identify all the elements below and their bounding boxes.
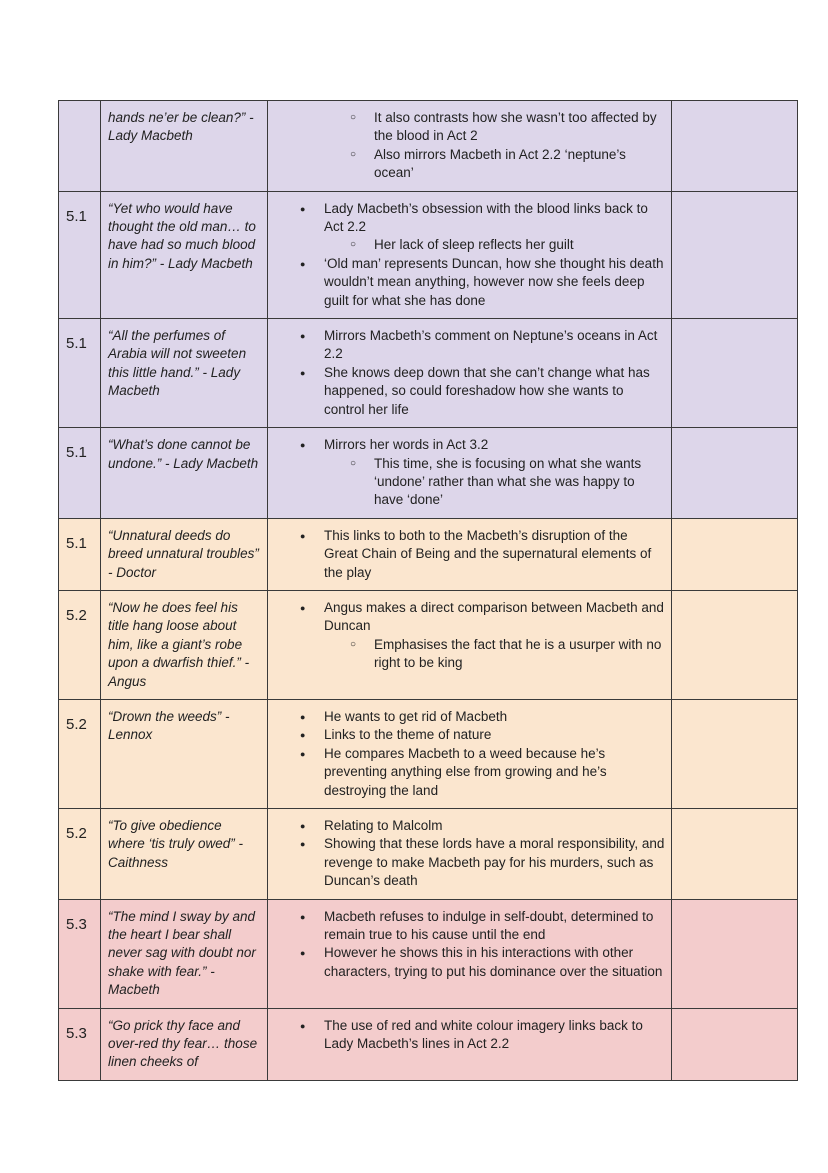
bullet-text: Showing that these lords have a moral responsibility, and revenge to make Macbeth pay for his murders, such as Duncan’s death — [324, 836, 665, 889]
quote-cell: “Now he does feel his title hang loose about him, like a giant’s robe upon a dwarfish thief.” - Angus — [101, 590, 268, 699]
sub-bullet: ○ This time, she is focusing on what she wants ‘undone’ rather than what she was happy to have ‘done’ — [374, 455, 665, 510]
bullet-text: Mirrors her words in Act 3.2 — [324, 437, 489, 453]
scene-cell: 5.1 — [59, 319, 101, 428]
bullet-list — [268, 436, 665, 510]
quote-cell: “Go prick thy face and over-red thy fear… those linen cheeks of — [101, 1008, 268, 1080]
bullet-text: ‘Old man’ represents Duncan, how she thought his death wouldn’t mean anything, however now she feels deep guilt for what she has done — [324, 255, 664, 308]
sub-bullet-list — [324, 455, 665, 510]
table-row — [59, 1008, 798, 1080]
empty-cell — [672, 699, 798, 808]
bullet-item — [324, 255, 665, 310]
analysis-cell — [268, 699, 672, 808]
empty-cell — [672, 319, 798, 428]
analysis-cell — [268, 809, 672, 900]
bullet-text: However he shows this in his interactions with other characters, trying to put his dominance over the situation — [324, 945, 663, 979]
quote-analysis-table — [58, 100, 798, 1081]
sub-bullet: ○ Also mirrors Macbeth in Act 2.2 ‘neptune’s ocean’ — [374, 146, 665, 183]
table-row — [59, 319, 798, 428]
quote-cell: “To give obedience where ‘tis truly owed” - Caithness — [101, 809, 268, 900]
empty-cell — [672, 1008, 798, 1080]
empty-cell — [672, 518, 798, 590]
analysis-cell — [268, 428, 672, 519]
quote-cell: “The mind I sway by and the heart I bear shall never sag with doubt nor shake with fear.” - Macbeth — [101, 899, 268, 1008]
analysis-cell — [268, 518, 672, 590]
bullet-list — [268, 599, 665, 673]
sub-bullet-list — [268, 109, 665, 183]
analysis-cell — [268, 899, 672, 1008]
table-row — [59, 809, 798, 900]
table-row — [59, 101, 798, 192]
table-row — [59, 699, 798, 808]
bullet-text: This links to both to the Macbeth’s disruption of the Great Chain of Being and the supernatural elements of the play — [324, 527, 652, 580]
quote-cell: “Unnatural deeds do breed unnatural troubles” - Doctor — [101, 518, 268, 590]
quote-cell: “All the perfumes of Arabia will not sweeten this little hand.” - Lady Macbeth — [101, 319, 268, 428]
scene-cell: 5.3 — [59, 899, 101, 1008]
scene-cell — [59, 101, 101, 192]
bullet-item — [324, 708, 665, 726]
empty-cell — [672, 428, 798, 519]
scene-cell: 5.1 — [59, 191, 101, 318]
bullet-item — [324, 835, 665, 890]
bullet-list — [268, 908, 665, 982]
bullet-text: He compares Macbeth to a weed because he’s preventing anything else from growing and he’s destroying the land — [324, 745, 607, 798]
scene-cell: 5.2 — [59, 699, 101, 808]
bullet-list — [268, 817, 665, 891]
analysis-cell — [268, 590, 672, 699]
bullet-item — [324, 327, 665, 364]
empty-cell — [672, 590, 798, 699]
analysis-cell — [268, 319, 672, 428]
empty-cell — [672, 101, 798, 192]
quote-cell: “Yet who would have thought the old man… to have had so much blood in him?” - Lady Macbeth — [101, 191, 268, 318]
bullet-item — [324, 817, 665, 835]
sub-bullet-list — [324, 636, 665, 673]
bullet-item — [324, 944, 665, 981]
bullet-item — [324, 436, 665, 510]
table-row — [59, 590, 798, 699]
bullet-item — [324, 1017, 665, 1054]
sub-bullet: ○ Emphasises the fact that he is a usurper with no right to be king — [374, 636, 665, 673]
bullet-text: The use of red and white colour imagery links back to Lady Macbeth’s lines in Act 2.2 — [324, 1017, 643, 1052]
table-row — [59, 518, 798, 590]
table-row — [59, 899, 798, 1008]
bullet-text: Macbeth refuses to indulge in self-doubt, determined to remain true to his cause until the end — [324, 908, 654, 943]
analysis-cell — [268, 191, 672, 318]
table-row — [59, 191, 798, 318]
quote-cell: “What’s done cannot be undone.” - Lady Macbeth — [101, 428, 268, 519]
sub-bullet: ○ It also contrasts how she wasn’t too affected by the blood in Act 2 — [374, 109, 665, 146]
bullet-list — [268, 527, 665, 582]
bullet-item — [324, 908, 665, 945]
notes-page — [58, 100, 797, 1081]
scene-cell: 5.3 — [59, 1008, 101, 1080]
scene-cell: 5.1 — [59, 428, 101, 519]
analysis-cell — [268, 101, 672, 192]
bullet-text: Relating to Malcolm — [324, 818, 443, 833]
bullet-list — [268, 327, 665, 419]
bullet-text: Angus makes a direct comparison between Macbeth and Duncan — [324, 599, 664, 634]
scene-cell: 5.1 — [59, 518, 101, 590]
sub-bullet: ○ Her lack of sleep reflects her guilt — [374, 236, 665, 254]
bullet-item — [324, 745, 665, 800]
bullet-item — [324, 200, 665, 255]
empty-cell — [672, 191, 798, 318]
bullet-list — [268, 200, 665, 310]
scene-cell: 5.2 — [59, 590, 101, 699]
quote-cell: “Drown the weeds” - Lennox — [101, 699, 268, 808]
bullet-text: He wants to get rid of Macbeth — [324, 708, 508, 724]
quote-cell: hands ne’er be clean?” - Lady Macbeth — [101, 101, 268, 192]
analysis-cell — [268, 1008, 672, 1080]
bullet-text: Lady Macbeth’s obsession with the blood links back to Act 2.2 — [324, 200, 648, 235]
bullet-text: Links to the theme of nature — [324, 727, 492, 743]
bullet-list — [268, 708, 665, 800]
bullet-item — [324, 726, 665, 744]
bullet-item — [324, 599, 665, 673]
bullet-item — [324, 527, 665, 582]
bullet-item — [324, 364, 665, 419]
bullet-text: Mirrors Macbeth’s comment on Neptune’s oceans in Act 2.2 — [324, 328, 658, 362]
empty-cell — [672, 809, 798, 900]
bullet-text: She knows deep down that she can’t change what has happened, so could foreshadow how she wants to control her life — [324, 364, 650, 417]
table-row — [59, 428, 798, 519]
scene-cell: 5.2 — [59, 809, 101, 900]
bullet-list — [268, 1017, 665, 1054]
empty-cell — [672, 899, 798, 1008]
sub-bullet-list — [324, 236, 665, 254]
